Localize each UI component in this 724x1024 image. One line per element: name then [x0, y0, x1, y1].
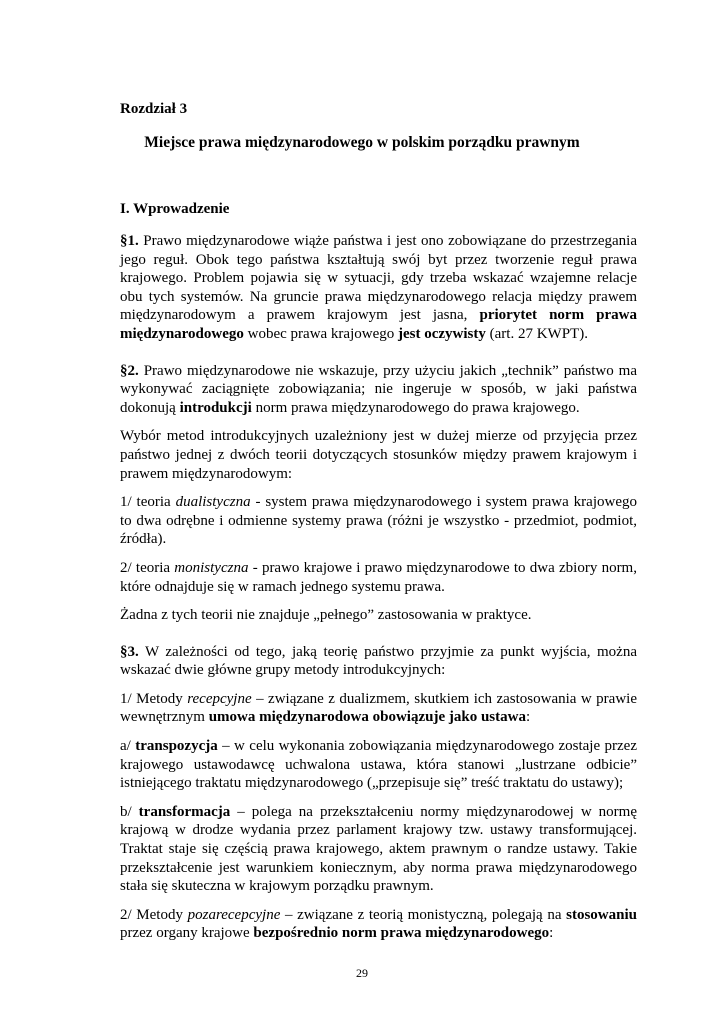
text: – związane z teorią monistyczną, polegają na — [280, 906, 567, 923]
paragraph-10 — [120, 803, 637, 896]
bold-text: introdukcji — [179, 399, 252, 416]
text: - prawo krajowe i prawo międzynarodowe to dwa zbiory norm, które odnajduje się w ramach jednego systemu prawa. — [120, 559, 637, 595]
bold-text: stosowaniu — [566, 906, 637, 923]
text: 1/ Metody — [120, 690, 188, 707]
text: (art. 27 KWPT). — [485, 325, 588, 342]
text: b/ — [120, 803, 139, 820]
bold-text: bezpośrednio norm prawa międzynarodowego — [253, 925, 550, 942]
text: W zależności od tego, jaką teorię państwo przyjmie za punkt wyjścia, można wskazać dwie główne grupy metody introdukcyjnych: — [120, 643, 637, 679]
text: – w celu wykonania zobowiązania międzynarodowego zostaje przez krajowego ustawodawcę uchwalona ustawa, która stanowi „lustrzane odbicie” istniejącego traktatu międzynarodowego („przepisuje się” treść traktatu do ustawy); — [120, 738, 637, 792]
paragraph-7 — [120, 643, 637, 680]
italic-text: recepcyjne — [187, 690, 252, 707]
section-heading: I. Wprowadzenie — [120, 201, 230, 217]
bold-text: transformacja — [138, 803, 231, 820]
text: : — [549, 925, 554, 942]
paragraph-2 — [120, 362, 637, 418]
paragraph-1 — [120, 232, 637, 344]
bold-text: jest oczywisty — [398, 325, 486, 342]
text: 2/ Metody — [120, 906, 188, 923]
page-number: 29 — [356, 966, 368, 980]
text: : — [525, 709, 531, 726]
text: Prawo międzynarodowe nie wskazuje, przy użyciu jakich „technik” państwo ma wykonywać zaciągnięte zobowiązania; nie ingeruje w sposób, w jaki państwa dokonują — [120, 362, 637, 416]
paragraph-3: Wybór metod introdukcyjnych uzależniony jest w dużej mierze od przyjęcia przez państwo jednej z dwóch teorii dotyczących stosunków między prawem krajowym i prawem międzynarodowym: — [120, 428, 637, 482]
text: Prawo międzynarodowe wiąże państwa i jest ono zobowiązane do przestrzegania jego reguł. Obok tego państwa kształtują swój byt przez tworzenie reguł prawa krajowego. Problem pojawia się w sytuacji, gdy trzeba wskazać wzajemne relacje obu tych systemów. Na gruncie prawa międzynarodowego relacja między prawem międzynarodowym a prawem krajowym jest jasna, — [120, 233, 637, 324]
paragraph-8 — [120, 690, 637, 727]
bold-text: priorytet norm prawa międzynarodowego — [120, 307, 637, 342]
paragraph-number: §1. — [120, 233, 139, 249]
bold-text: umowa międzynarodowa obowiązuje jako ustawa — [208, 709, 526, 726]
text: 2/ teoria — [120, 559, 175, 576]
text: przez organy krajowe — [120, 925, 254, 942]
text: a/ — [120, 738, 136, 755]
paragraph-9 — [120, 737, 637, 793]
text: - system prawa międzynarodowego i system prawa krajowego to dwa odrębne i odmienne systemy prawa (różni je wszystko - przedmiot, podmiot, źródła). — [120, 494, 637, 548]
italic-text: pozarecepcyjne — [187, 906, 281, 923]
italic-text: monistyczna — [174, 559, 249, 576]
italic-text: dualistyczna — [175, 494, 251, 511]
text: norm prawa międzynarodowego do prawa krajowego. — [251, 399, 580, 416]
paragraph-6: Żadna z tych teorii nie znajduje „pełnego” zastosowania w praktyce. — [120, 607, 532, 624]
text: – polega na przekształceniu normy międzynarodowej w normę krajową w drodze wydania przez parlament krajowy tzw. ustawy transformującej. Traktat staje się częścią prawa krajowego, aktem prawnym o randze ustawy. Takie przekształcenie jest warunkiem koniecznym, aby norma prawa międzynarodowego stała się skuteczna w krajowym porządku prawnym. — [120, 803, 637, 895]
paragraph-4 — [120, 493, 637, 549]
paragraph-11 — [120, 906, 637, 943]
text: wobec prawa krajowego — [243, 325, 398, 342]
paragraph-number: §2. — [120, 362, 139, 379]
text: – związane z dualizmem, skutkiem ich zastosowania w prawie wewnętrznym — [120, 690, 637, 726]
text: 1/ teoria — [120, 494, 176, 511]
bold-text: transpozycja — [135, 738, 218, 755]
page-title: Miejsce prawa międzynarodowego w polskim porządku prawnym — [144, 134, 580, 151]
paragraph-5 — [120, 559, 637, 596]
chapter-heading: Rozdział 3 — [120, 101, 188, 117]
paragraph-number: §3. — [120, 643, 139, 660]
body-text — [120, 232, 637, 953]
